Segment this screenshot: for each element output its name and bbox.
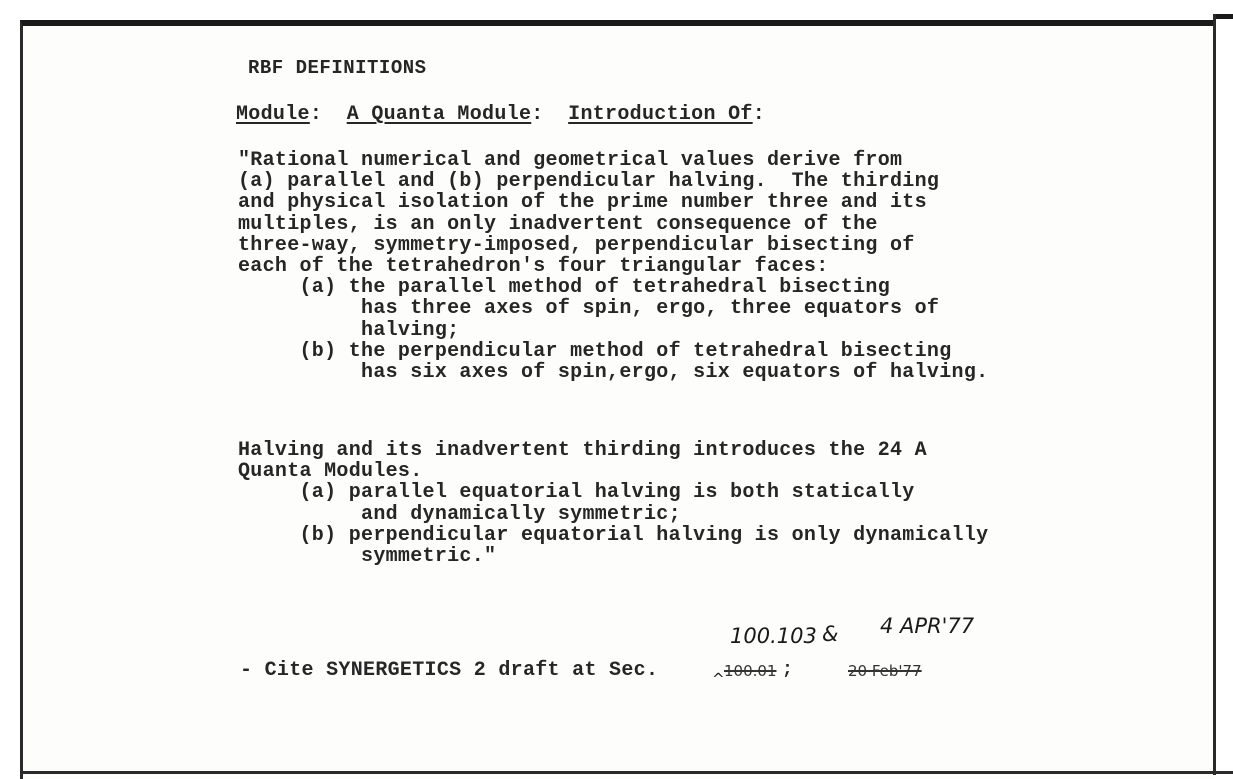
insert-caret: ^ [712,670,725,688]
text-line: (b) perpendicular equatorial halving is only dynamically [238,523,989,547]
text-line: Halving and its inadvertent thirding introduces the 24 A [238,439,927,462]
text-line: multiples, is an only inadvertent consequence of the [238,212,878,236]
card-heading: RBF DEFINITIONS [248,57,427,79]
handwritten-ampersand: & [822,622,839,646]
text-line: and dynamically symmetric; [238,502,681,526]
intro-label: Introduction Of [568,103,753,126]
text-line: (a) parallel equatorial halving is both statically [238,481,915,505]
halving-paragraph [238,440,988,567]
handwritten-date: 4 APR'77 [880,614,975,638]
cite-line: - Cite SYNERGETICS 2 draft at Sec. [240,659,659,682]
module-name: A Quanta Module [346,103,532,126]
card-top-border-extension [1216,14,1233,19]
card-title: Module: A Quanta Module: Introduction Of: [236,103,765,126]
struck-date: 20 Feb'77 [848,662,922,680]
text-line: each of the tetrahedron's four triangular faces: [238,255,829,279]
quote-paragraph [238,150,988,383]
text-line: halving; [238,318,460,342]
text-line: "Rational numerical and geometrical values derive from [238,149,903,172]
text-line: (a) the parallel method of tetrahedral bisecting [238,276,891,300]
text-line: and physical isolation of the prime number three and its [238,191,927,215]
card-right-border [1213,14,1216,775]
module-label: Module [236,103,310,126]
text-line: Quanta Modules. [238,460,423,484]
handwritten-section: 100.103 [730,624,817,648]
cite-separator: ; [782,660,794,680]
text-line: (b) the perpendicular method of tetrahedral bisecting [238,339,952,363]
text-line: symmetric." [238,545,497,569]
card-bottom-border [20,771,1233,774]
text-line: has six axes of spin,ergo, six equators of halving. [238,361,989,385]
text-line: (a) parallel and (b) perpendicular halving. The thirding [238,170,940,194]
text-line: has three axes of spin, ergo, three equators of [238,297,940,321]
struck-section: 100.01 [724,662,777,680]
text-line: three-way, symmetry-imposed, perpendicular bisecting of [238,233,915,257]
